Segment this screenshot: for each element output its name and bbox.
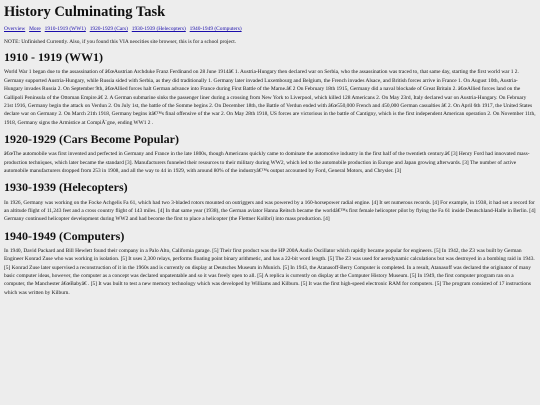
section-body-cars: â€œThe automobile was first invented and perfected in Germany and France in the late 1800s, though Americans quickly came to dominate the automotive industry in the first half of the twentieth century.â€ [3] Henry Ford had innovated mass-production techniques, which later became the standard [3]. Manufacturers funneled their resources to their military during WW2, which led to the automobile production in Europe and Japan growing afterwards. [3] The number of active automobile manufacturers dropped from 253 in 1908, and all the way to 44 in 1929, with around 80% of the industryâ€™s output accounted by Ford, General Motors, and Chrysler. [3] (4, 151, 530, 174)
nav-links (4, 26, 536, 32)
nav-link-1930-1939[interactable]: 1930-1939 (Helecopters) (131, 26, 186, 33)
nav-link-overview[interactable]: Overview (4, 26, 26, 33)
project-note: NOTE: Unfinished Currently. Also, if you found this VIA neocities site browser, this is for a school project. (4, 38, 237, 45)
section-heading-computers: 1940-1949 (Computers) (4, 228, 125, 243)
nav-link-1920-1929[interactable]: 1920-1929 (Cars) (89, 26, 128, 33)
section-heading-cars: 1920-1929 (Cars Become Popular) (4, 132, 179, 146)
nav-link-1940-1949[interactable]: 1940-1949 (Computers) (189, 26, 242, 33)
section-heading-helecopters: 1930-1939 (Helecopters) (4, 180, 128, 195)
section-heading-ww1: 1910 - 1919 (WW1) (4, 50, 103, 65)
page-title: History Culminating Task (4, 4, 166, 20)
section-body-ww1: World War 1 began due to the assassination of â€œAustrian Archduke Franz Ferdinand on 28 June 1914â€ 1. Austria-Hungary then declared war on Serbia, who the assassination was traced to, that same day, starting the first world war 1 2. Germany supported Austria-Hungary, while Russia sided with Serbia, as they did traditionally 1. Germany later invaded Luxembourg and Belgium, the French invades Alsace, and British forces arrive in France 1. On August 10th, Austria-Hungary invades Russia 2. On September 9th, â€œAllied forces halt German advance into France during First Battle of the Marne.â€ 2 On February 18th 1915, Germany did a naval blockade of Great Britain 2. â€œAllied forces land on the Gallipoli Peninsula of the Ottoman Empire.â€ 2. A German submarine sinks the passenger liner during a crossing from New York to Liverpool, which killed 128 Americans 2. On May 23rd, Italy declared war on Austria-Hungary. On February 21st 1916, Germany begin the attack on Verdun 2. On July 1st, the battle of the Somme begins 2. On December 18th, the Battle of Verdun ended with â€œ550,000 French and 450,000 German casualties â€ 2. On April 6th 1917, the United States declare war on Germany 2. On March 21th 1918, Germany begins itâ€™s final offensive of the war 2. On May 28th 1918, US forces are victorious in the battle of Cantigny, which is the first independent American operation 2. On November 11th, 1918, Germany signs the Armistice at CompiÃ¨gne, ending WW1 2 . (4, 69, 536, 126)
section-body-computers: In 1940, David Packard and Bill Hewlett found their company in a Palo Alto, California garage. [5] Their first product was the HP 200A Audio Oscillator which rapidly became popular for engineers. [5] In 1942, the Z3 was built by German Engineer Konrad Zuse who was working in isolation. [5] It uses 2,300 relays, performs floating point binary arithmetic, and has a 22-bit word length. [5] The Z3 was used for aerodynamic calculations but was destroyed in a bombing raid in 1943. [5] Konrad Zuse later supervised a reconstruction of it in the 1960s and is currently on display at Deutsches Museum in Munich. [5] In 1943, the Atanasoff-Berry Computer is completed. In a result, Atanasoff was declared the originator of many basic computer ideas, however, the computer as a concept was declared unpatentable and so it was freely open to all. [5] A replica is currently on display at the Computer History Museum. [5] In 1949, the first computer program ran on a computer, the Manchester â€œBabyâ€ . [5] It was built to test a new memory technology which was developed by Williams and Kilburn. [5] It was the first high-speed electronic RAM for computers. [5] The program consisted of 17 instructions which was written by Kilburn. (4, 247, 535, 296)
nav-link-1910-1919[interactable]: 1910-1919 (WW1) (44, 26, 86, 33)
section-body-helecopters: In 1926, Germany was working on the Focke Achgelis Fa 61, which had two 3-bladed rotors mounted on outriggers and was powered by a 160-horsepower radial engine. [4] It set numerous records. [4] For example, in 1938, it had set a record for an altitude flight of 11,243 feet and a cross country flight of 143 miles. [4] In that same year (1938), the German aviator Hanna Reitsch became the worldâ€™s first female helicopter pilot by flying the Fa 61 inside Deutschland-Halle in Berlin. [4] Germany continued helicopter development during WW2 and had become the first to place a helicopter (the Flettner Kolibri) into mass production. [4] (4, 199, 536, 223)
nav-link-more[interactable]: More (29, 26, 41, 33)
